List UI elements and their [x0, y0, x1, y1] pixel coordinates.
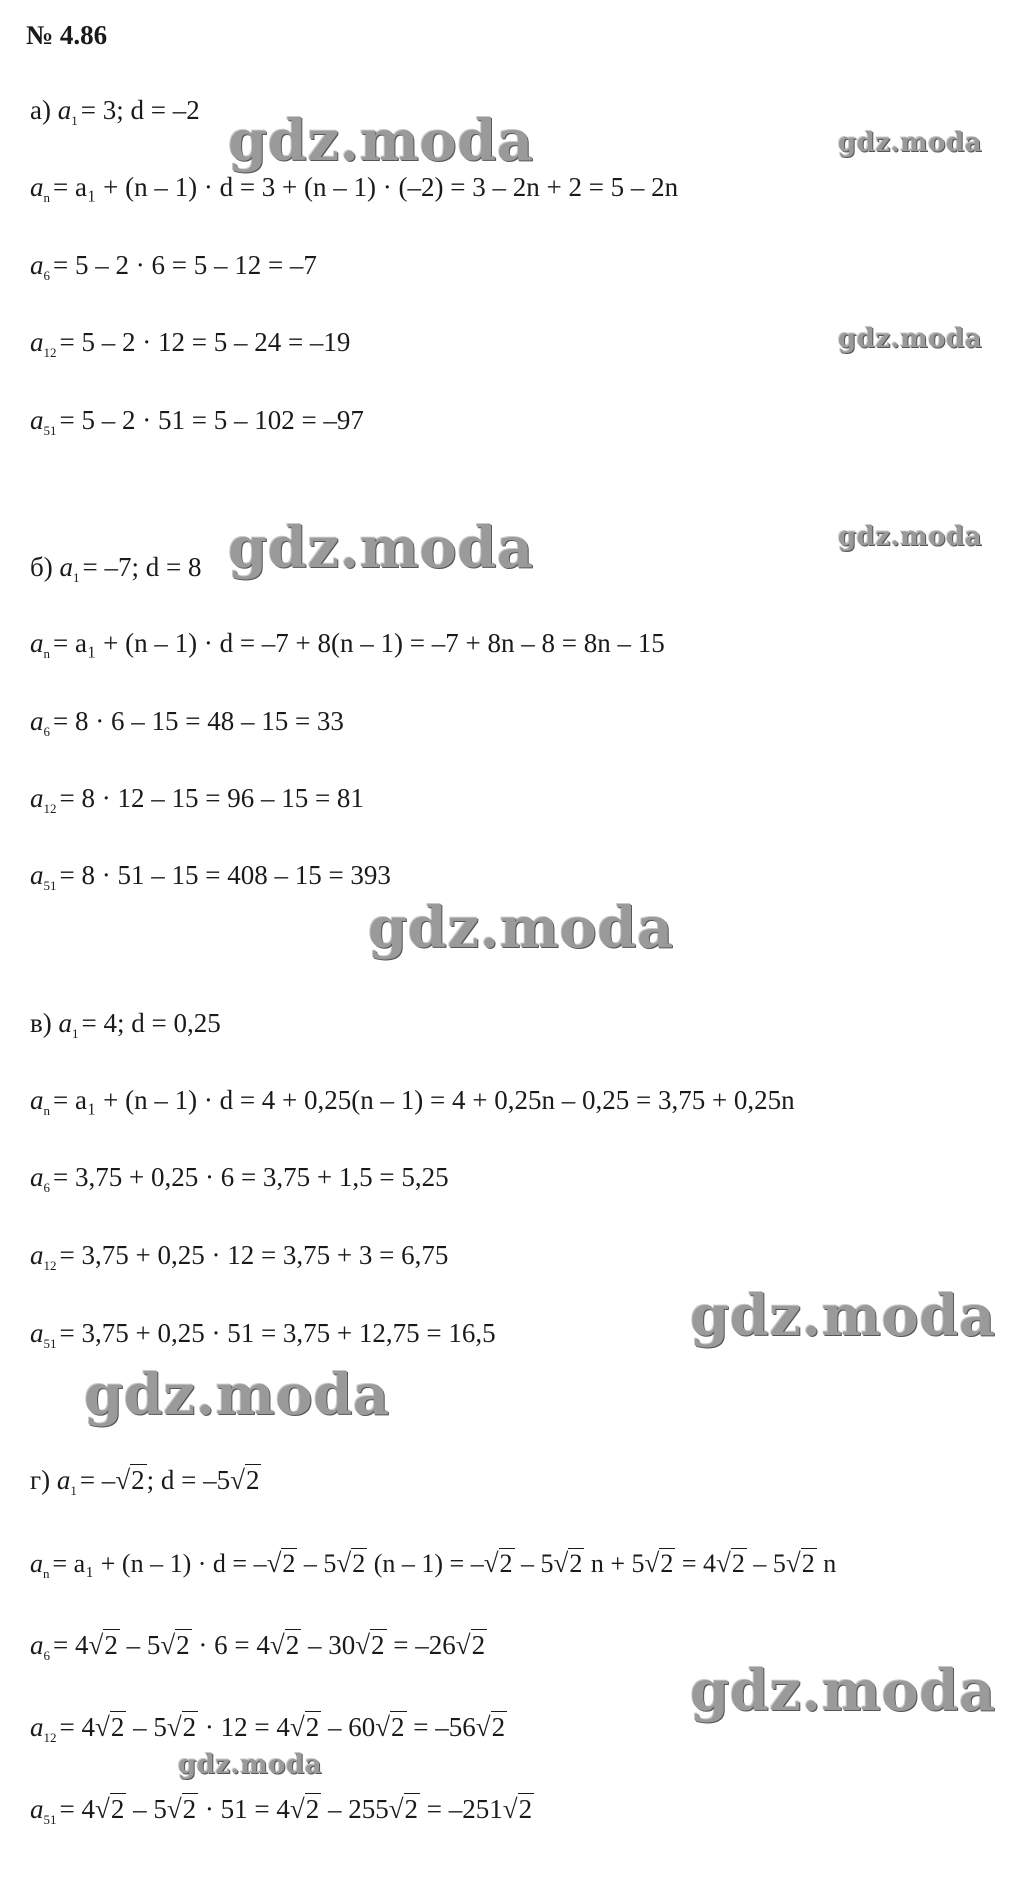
part-g-a51-5: = –251 [420, 1794, 503, 1824]
part-v-given: в) $a_1 = 4$; d = 0,25 [30, 1008, 221, 1041]
part-g-label: г) [30, 1465, 51, 1495]
part-b-a51: $a_{51} = 8 \cdot 51 - 15 = 408 - 15 = 393$ [30, 860, 391, 893]
sqrt-symbol: √2 [160, 1630, 190, 1660]
radicand: 2 [305, 1712, 320, 1742]
sqrt-symbol: √2 [455, 1630, 486, 1660]
part-g-an-1: = a₁ + (n – 1) · d = – [52, 1549, 267, 1578]
radicand: 2 [569, 1549, 583, 1578]
sqrt-symbol: √2 [166, 1712, 197, 1742]
part-a-a51-text: = 5 – 2 · 51 = 5 – 102 = –97 [59, 405, 364, 435]
part-g-a51: $a_{51} = 4√2 - 5√2 \cdot 51 = 4√2 - 255√2 = -251√2$ [30, 1794, 533, 1827]
part-g-a51-2: – 5 [126, 1794, 167, 1824]
radicand: 2 [518, 1794, 533, 1824]
part-g-an-7: – 5 [746, 1549, 786, 1578]
part-g-an-4: – 5 [514, 1549, 554, 1578]
part-a-label: а) [30, 95, 51, 125]
radicand: 2 [801, 1549, 815, 1578]
radicand: 2 [245, 1465, 260, 1495]
sqrt-symbol: √2 [88, 1630, 118, 1660]
part-g-an-2: – 5 [297, 1549, 337, 1578]
sqrt-symbol: √2 [269, 1630, 300, 1660]
radicand: 2 [285, 1630, 300, 1660]
part-v-formula: $a_n = a_1 + (n - 1) \cdot d = 4 + 0,25(n - 1) = 4 + 0,25n - 0,25 = 3,75 + 0,25n$ [30, 1085, 795, 1118]
part-g-a6-3: · 6 = 4 [191, 1630, 270, 1660]
radicand: 2 [660, 1549, 674, 1578]
part-g-a12-4: – 60 [321, 1712, 376, 1742]
part-a-given-text: = 3; d = –2 [80, 95, 200, 125]
part-a-an: = a₁ + (n – 1) · d = 3 + (n – 1) · (–2) = 3 – 2n + 2 = 5 – 2n [53, 172, 679, 202]
radicand: 2 [491, 1712, 506, 1742]
part-b-a12-text: = 8 · 12 – 15 = 96 – 15 = 81 [59, 783, 364, 813]
part-g-an-3: (n – 1) = – [367, 1549, 484, 1578]
radicand: 2 [499, 1549, 513, 1578]
part-g-a12-1: = 4 [59, 1712, 95, 1742]
part-g-a6-5: = –26 [386, 1630, 456, 1660]
watermark: gdz.moda [228, 108, 534, 174]
part-v-label: в) [30, 1008, 52, 1038]
part-g-a12: $a_{12} = 4√2 - 5√2 \cdot 12 = 4√2 - 60√2 = -56√2$ [30, 1712, 506, 1745]
radicand: 2 [110, 1794, 125, 1824]
part-g-a6-2: – 5 [119, 1630, 161, 1660]
sqrt-symbol: √2 [266, 1548, 296, 1578]
sqrt-symbol: √2 [644, 1548, 674, 1578]
radicand: 2 [176, 1630, 190, 1660]
part-b-a6: $a_6 = 8 \cdot 6 - 15 = 48 - 15 = 33$ [30, 706, 344, 739]
sqrt-symbol: √2 [355, 1630, 385, 1660]
part-g-an-8: n [816, 1549, 837, 1578]
part-b-a6-text: = 8 · 6 – 15 = 48 – 15 = 33 [53, 706, 344, 736]
sqrt-symbol: √2 [115, 1465, 145, 1495]
part-b-label: б) [30, 552, 53, 582]
sqrt-symbol: √2 [475, 1712, 506, 1742]
sqrt-symbol: √2 [94, 1712, 125, 1742]
watermark: gdz.moda [178, 1750, 323, 1780]
part-b-an: = a₁ + (n – 1) · d = –7 + 8(n – 1) = –7 + 8n – 8 = 8n – 15 [53, 628, 665, 658]
part-g-a51-4: – 255 [321, 1794, 389, 1824]
radicand: 2 [352, 1549, 366, 1578]
watermark: gdz.moda [838, 324, 983, 354]
part-a-a12-text: = 5 – 2 · 12 = 5 – 24 = –19 [59, 327, 351, 357]
radicand: 2 [182, 1794, 197, 1824]
part-b-given: б) $a_1 = -7$; d = 8 [30, 552, 202, 585]
part-a-a6-text: = 5 – 2 · 6 = 5 – 12 = –7 [53, 250, 317, 280]
radicand: 2 [391, 1712, 405, 1742]
part-a-a12: $a_{12} = 5 - 2 \cdot 12 = 5 - 24 = -19$ [30, 327, 351, 360]
part-g-a12-5: = –56 [406, 1712, 476, 1742]
sqrt-symbol: √2 [716, 1548, 745, 1578]
radicand: 2 [471, 1630, 486, 1660]
radicand: 2 [182, 1712, 197, 1742]
part-a-formula: $a_n = a_1 + (n - 1) \cdot d = 3 + (n - 1) \cdot (-2) = 3 - 2n + 2 = 5 - 2n$ [30, 172, 679, 205]
part-b-given-text: = –7; d = 8 [82, 552, 202, 582]
radicand: 2 [305, 1794, 320, 1824]
sqrt-symbol: √2 [289, 1712, 320, 1742]
part-b-a51-text: = 8 · 51 – 15 = 408 – 15 = 393 [59, 860, 391, 890]
sqrt-symbol: √2 [553, 1548, 583, 1578]
sqrt-symbol: √2 [388, 1794, 419, 1824]
part-v-a12-text: = 3,75 + 0,25 · 12 = 3,75 + 3 = 6,75 [59, 1240, 449, 1270]
watermark: gdz.moda [368, 895, 674, 961]
radicand: 2 [110, 1712, 125, 1742]
part-a-a6: $a_6 = 5 - 2 \cdot 6 = 5 - 12 = -7$ [30, 250, 317, 283]
part-g-formula: $a_n = a_1 + (n - 1) \cdot d = -√2 - 5√2$ (n – 1) = –√2 – 5√2 n + 5√2 = 4√2 – 5√2 n [30, 1548, 837, 1581]
part-g-a51-1: = 4 [59, 1794, 95, 1824]
part-b-formula: $a_n = a_1 + (n - 1) \cdot d = -7 + 8(n - 1) = -7 + 8n - 8 = 8n - 15$ [30, 628, 665, 661]
sqrt-symbol: √2 [336, 1548, 366, 1578]
radicand: 2 [282, 1549, 296, 1578]
part-g-a6-1: = 4 [53, 1630, 89, 1660]
radicand: 2 [404, 1794, 419, 1824]
watermark: gdz.moda [228, 515, 534, 581]
sqrt-symbol: √2 [289, 1794, 320, 1824]
part-g-given-a1: = – [79, 1465, 116, 1495]
problem-title: № 4.86 [26, 20, 108, 50]
part-g-a6: $a_6 = 4√2 - 5√2 \cdot 6 = 4√2 - 30√2 = -26√2$ [30, 1630, 486, 1663]
sqrt-symbol: √2 [230, 1465, 260, 1495]
part-v-a51-text: = 3,75 + 0,25 · 51 = 3,75 + 12,75 = 16,5 [59, 1318, 496, 1348]
radicand: 2 [371, 1630, 385, 1660]
part-a-given: а) $a_1 = 3$; d = –2 [30, 95, 200, 128]
part-g-given: г) $a_1 = -√2$; d = –5√2 [30, 1465, 260, 1498]
part-b-a12: $a_{12} = 8 \cdot 12 - 15 = 96 - 15 = 81$ [30, 783, 364, 816]
part-g-given-d: ; d = –5 [146, 1465, 231, 1495]
part-g-an-6: = 4 [675, 1549, 717, 1578]
radicand: 2 [104, 1630, 118, 1660]
part-v-a6: $a_6 = 3,75 + 0,25 \cdot 6 = 3,75 + 1,5 = 5,25$ [30, 1162, 449, 1195]
sqrt-symbol: √2 [785, 1548, 815, 1578]
watermark: gdz.moda [838, 128, 983, 158]
watermark: gdz.moda [838, 522, 983, 552]
part-g-a51-3: · 51 = 4 [198, 1794, 290, 1824]
part-a-a51: $a_{51} = 5 - 2 \cdot 51 = 5 - 102 = -97$ [30, 405, 364, 438]
sqrt-symbol: √2 [94, 1794, 125, 1824]
part-v-a12: $a_{12} = 3,75 + 0,25 \cdot 12 = 3,75 + 3 = 6,75$ [30, 1240, 449, 1273]
sqrt-symbol: √2 [483, 1548, 513, 1578]
part-v-an: = a₁ + (n – 1) · d = 4 + 0,25(n – 1) = 4 + 0,25n – 0,25 = 3,75 + 0,25n [53, 1085, 795, 1115]
sqrt-symbol: √2 [166, 1794, 197, 1824]
watermark: gdz.moda [690, 1283, 996, 1349]
part-v-a6-text: = 3,75 + 0,25 · 6 = 3,75 + 1,5 = 5,25 [53, 1162, 449, 1192]
part-g-a12-3: · 12 = 4 [198, 1712, 290, 1742]
sqrt-symbol: √2 [375, 1712, 405, 1742]
part-v-given-text: = 4; d = 0,25 [81, 1008, 221, 1038]
radicand: 2 [131, 1465, 145, 1495]
part-v-a51: $a_{51} = 3,75 + 0,25 \cdot 51 = 3,75 + 12,75 = 16,5$ [30, 1318, 496, 1351]
part-g-a12-2: – 5 [126, 1712, 167, 1742]
part-g-an-5: n + 5 [584, 1549, 645, 1578]
watermark: gdz.moda [84, 1362, 390, 1428]
sqrt-symbol: √2 [502, 1794, 533, 1824]
part-g-a6-4: – 30 [301, 1630, 356, 1660]
radicand: 2 [731, 1549, 745, 1578]
watermark: gdz.moda [690, 1658, 996, 1724]
